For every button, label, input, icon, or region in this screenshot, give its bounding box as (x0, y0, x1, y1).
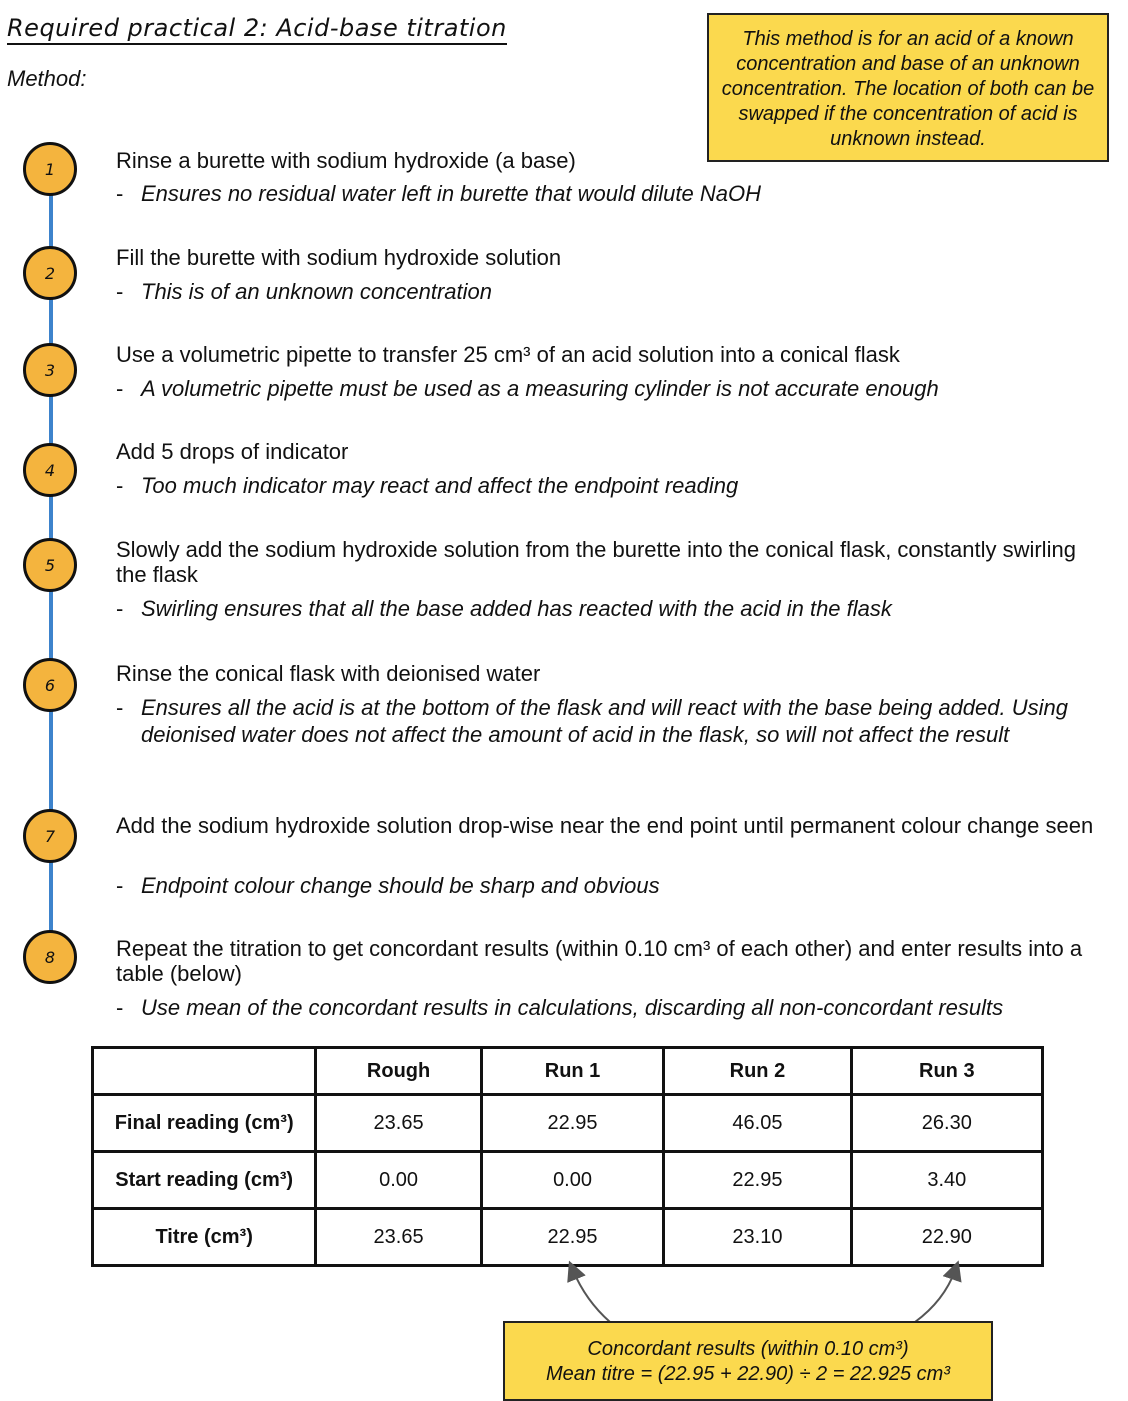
table-cell: 23.65 (316, 1095, 482, 1152)
header-cell-run-1: Run 1 (481, 1048, 663, 1095)
step-number-7: 7 (23, 809, 77, 863)
page-title: Required practical 2: Acid-base titration (7, 14, 507, 45)
table-cell: 46.05 (664, 1095, 851, 1152)
table-cell: 22.90 (851, 1209, 1042, 1266)
dash-bullet: - (116, 695, 124, 720)
dash-bullet: - (116, 473, 124, 498)
table-cell: 26.30 (851, 1095, 1042, 1152)
step-5-note-text: Swirling ensures that all the base added has reacted with the acid in the flask (141, 596, 892, 621)
table-cell: 23.10 (664, 1209, 851, 1266)
header-cell-run-3: Run 3 (851, 1048, 1042, 1095)
arrow-to-run-1 (572, 1268, 610, 1322)
step-number-6: 6 (23, 658, 77, 712)
table-cell: 23.65 (316, 1209, 482, 1266)
step-number-1: 1 (23, 142, 77, 196)
table-cell: 22.95 (664, 1152, 851, 1209)
method-label: Method: (7, 66, 87, 91)
step-5-text: Slowly add the sodium hydroxide solution from the burette into the conical flask, constantly swirling the flask (116, 537, 1076, 587)
row-label-start-reading: Start reading (cm³) (93, 1152, 316, 1209)
table-cell: 0.00 (481, 1152, 663, 1209)
step-8-note-text: Use mean of the concordant results in calculations, discarding all non-concordant results (141, 995, 1004, 1020)
dash-bullet: - (116, 596, 124, 621)
step-1-note-text: Ensures no residual water left in burette that would dilute NaOH (141, 181, 761, 206)
step-number-3: 3 (23, 343, 77, 397)
step-4-text: Add 5 drops of indicator (116, 439, 349, 464)
dash-bullet: - (116, 873, 124, 898)
header-cell-rough: Rough (316, 1048, 482, 1095)
dash-bullet: - (116, 181, 124, 206)
concordant-line-1: Concordant results (within 0.10 cm³) (587, 1338, 909, 1360)
step-number-4: 4 (23, 443, 77, 497)
table-cell: 22.95 (481, 1209, 663, 1266)
step-7-text: Add the sodium hydroxide solution drop-wise near the end point until permanent colour change seen (116, 813, 1094, 838)
step-2-text: Fill the burette with sodium hydroxide solution (116, 245, 562, 270)
step-8-text: Repeat the titration to get concordant results (within 0.10 cm³ of each other) and enter results into a table (below) (116, 936, 1083, 986)
step-6-note-text: Ensures all the acid is at the bottom of the flask and will react with the base being added. Using deionised water does not affect the amount of acid in the flask, so will not affect the result (141, 695, 1068, 747)
step-4-note-text: Too much indicator may react and affect the endpoint reading (141, 473, 739, 498)
row-label-final-reading: Final reading (cm³) (93, 1095, 316, 1152)
table-cell: 0.00 (316, 1152, 482, 1209)
step-6-text: Rinse the conical flask with deionised water (116, 661, 541, 686)
info-note: This method is for an acid of a known concentration and base of an unknown concentration. The location of both can be swapped if the concentration of acid is unknown instead. (707, 13, 1109, 162)
table-cell: 22.95 (481, 1095, 663, 1152)
concordant-results-note (503, 1321, 993, 1401)
step-7-note-text: Endpoint colour change should be sharp and obvious (141, 873, 660, 898)
table-cell: 3.40 (851, 1152, 1042, 1209)
step-3-note-text: A volumetric pipette must be used as a measuring cylinder is not accurate enough (141, 376, 939, 401)
arrow-to-run-3 (915, 1268, 956, 1322)
step-number-8: 8 (23, 930, 77, 984)
step-3-text: Use a volumetric pipette to transfer 25 cm³ of an acid solution into a conical flask (116, 342, 900, 367)
step-number-2: 2 (23, 246, 77, 300)
concordant-line-2: Mean titre = (22.95 + 22.90) ÷ 2 = 22.925 cm³ (546, 1363, 950, 1385)
row-label-titre: Titre (cm³) (93, 1209, 316, 1266)
step-1-text: Rinse a burette with sodium hydroxide (a base) (116, 148, 576, 173)
dash-bullet: - (116, 995, 124, 1020)
step-number-5: 5 (23, 538, 77, 592)
dash-bullet: - (116, 279, 124, 304)
dash-bullet: - (116, 376, 124, 401)
header-cell-run-2: Run 2 (664, 1048, 851, 1095)
step-2-note-text: This is of an unknown concentration (141, 279, 492, 304)
